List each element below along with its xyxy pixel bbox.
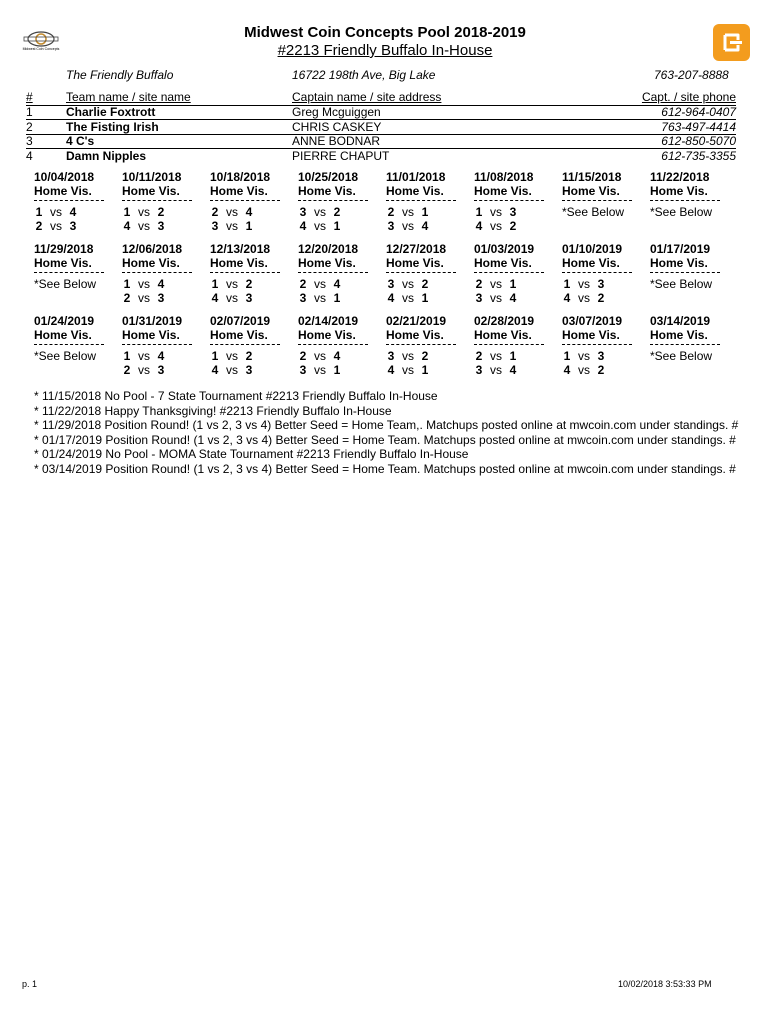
visiting-team: 4 [421, 219, 429, 233]
captain-name: PIERRE CHAPUT [292, 148, 390, 163]
home-team: 2 [123, 291, 131, 305]
matchup [298, 205, 382, 219]
visiting-team: 1 [333, 291, 341, 305]
week-date: 10/04/2018 [34, 170, 95, 184]
matchup [562, 349, 646, 363]
home-vis-label: Home Vis. [562, 256, 620, 270]
vs-label: vs [402, 219, 414, 233]
matchup [562, 277, 646, 291]
team-number: 1 [26, 105, 33, 119]
home-team: 2 [299, 277, 307, 291]
header-phone: Capt. / site phone [641, 90, 736, 104]
visiting-team: 1 [421, 363, 429, 377]
note-line: * 01/24/2019 No Pool - MOMA State Tournament #2213 Friendly Buffalo In-House [34, 447, 469, 462]
visiting-team: 3 [69, 219, 77, 233]
home-team: 3 [211, 219, 219, 233]
vs-label: vs [138, 291, 150, 305]
matchup [298, 219, 382, 233]
page-title: Midwest Coin Concepts Pool 2018-2019 [244, 24, 526, 41]
week-date: 10/18/2018 [210, 170, 271, 184]
matchup [210, 219, 294, 233]
visiting-team: 1 [333, 219, 341, 233]
week-cell [298, 242, 382, 305]
home-team: 4 [387, 363, 395, 377]
vs-label: vs [138, 363, 150, 377]
team-row [26, 134, 736, 149]
visiting-team: 2 [421, 349, 429, 363]
vs-label: vs [402, 277, 414, 291]
captain-phone: 763-497-4414 [661, 119, 736, 134]
visiting-team: 4 [509, 363, 517, 377]
matchup [298, 291, 382, 305]
team-number: 4 [26, 148, 33, 163]
week-cell [474, 242, 558, 305]
home-team: 3 [299, 291, 307, 305]
home-team: 2 [387, 205, 395, 219]
matchup [210, 205, 294, 219]
matchup [122, 277, 206, 291]
matchup [386, 291, 470, 305]
week-cell [386, 314, 470, 377]
home-vis-label: Home Vis. [650, 256, 708, 270]
note-line: * 11/15/2018 No Pool - 7 State Tournament #2213 Friendly Buffalo In-House [34, 389, 438, 403]
vs-label: vs [402, 205, 414, 219]
week-cell [122, 170, 206, 233]
week-cell [122, 314, 206, 377]
vs-label: vs [578, 349, 590, 363]
vs-label: vs [490, 205, 502, 219]
visiting-team: 3 [597, 349, 605, 363]
vs-label: vs [226, 363, 238, 377]
vs-label: vs [578, 277, 590, 291]
visiting-team: 2 [333, 205, 341, 219]
week-date: 11/29/2018 [34, 242, 94, 256]
vs-label: vs [314, 349, 326, 363]
home-team: 3 [387, 349, 395, 363]
captain-name: Greg Mcguiggen [292, 105, 381, 119]
home-vis-label: Home Vis. [650, 328, 708, 342]
home-team: 1 [563, 349, 571, 363]
note-line: * 01/17/2019 Position Round! (1 vs 2, 3 vs 4) Better Seed = Home Team. Matchups posted online at mwcoin.com under standings. # [34, 432, 736, 447]
home-vis-label: Home Vis. [386, 328, 444, 342]
week-cell [562, 170, 646, 219]
home-team: 4 [211, 291, 219, 305]
visiting-team: 1 [421, 205, 429, 219]
home-team: 1 [123, 205, 131, 219]
visiting-team: 4 [333, 349, 341, 363]
visiting-team: 1 [421, 291, 429, 305]
note-line: * 11/29/2018 Position Round! (1 vs 2, 3 vs 4) Better Seed = Home Team,. Matchups posted online at mwcoin.com under standings. # [34, 418, 739, 433]
home-team: 3 [387, 277, 395, 291]
week-date: 01/17/2019 [650, 242, 711, 256]
home-team: 2 [123, 363, 131, 377]
week-cell [650, 314, 734, 363]
captain-phone: 612-735-3355 [661, 148, 736, 163]
app-logo-icon [713, 24, 750, 61]
home-team: 4 [299, 219, 307, 233]
team-row [26, 120, 736, 135]
matchup [122, 219, 206, 233]
week-cell [650, 242, 734, 291]
matchup [474, 349, 558, 363]
matchup [122, 205, 206, 219]
home-vis-label: Home Vis. [34, 184, 92, 198]
week-date: 02/07/2019 [210, 314, 271, 328]
week-date: 01/03/2019 [474, 242, 535, 256]
visiting-team: 1 [509, 349, 517, 363]
week-cell [650, 170, 734, 219]
home-vis-label: Home Vis. [386, 256, 444, 270]
home-team: 1 [123, 277, 131, 291]
vs-label: vs [578, 291, 590, 305]
matchup [34, 205, 118, 219]
vs-label: vs [490, 277, 502, 291]
vs-label: vs [490, 291, 502, 305]
matchup [122, 291, 206, 305]
week-cell [562, 314, 646, 377]
team-name: Damn Nipples [66, 148, 147, 163]
captain-name: CHRIS CASKEY [292, 119, 382, 134]
week-cell [210, 314, 294, 377]
week-date: 01/24/2019 [34, 314, 95, 328]
captain-phone: 612-964-0407 [661, 105, 736, 119]
week-date: 01/10/2019 [562, 242, 623, 256]
vs-label: vs [314, 219, 326, 233]
home-vis-label: Home Vis. [474, 184, 532, 198]
vs-label: vs [50, 205, 62, 219]
location-name: The Friendly Buffalo [66, 68, 174, 82]
week-date: 12/13/2018 [210, 242, 271, 256]
see-below-note: *See Below [650, 205, 713, 219]
matchup [474, 219, 558, 233]
team-number: 3 [26, 134, 33, 149]
week-cell [210, 242, 294, 305]
visiting-team: 2 [509, 219, 517, 233]
visiting-team: 4 [157, 277, 165, 291]
home-vis-label: Home Vis. [562, 184, 620, 198]
home-team: 3 [299, 363, 307, 377]
matchup [210, 291, 294, 305]
home-vis-label: Home Vis. [386, 184, 444, 198]
matchup [34, 219, 118, 233]
home-vis-label: Home Vis. [122, 184, 180, 198]
week-cell [298, 170, 382, 233]
matchup [474, 291, 558, 305]
matchup [298, 277, 382, 291]
location-phone: 763-207-8888 [654, 68, 729, 82]
week-cell [34, 242, 118, 291]
visiting-team: 4 [69, 205, 77, 219]
team-name: The Fisting Irish [66, 119, 159, 134]
visiting-team: 2 [245, 277, 253, 291]
page-subtitle: #2213 Friendly Buffalo In-House [277, 42, 493, 59]
visiting-team: 3 [157, 363, 165, 377]
visiting-team: 2 [597, 291, 605, 305]
matchup [298, 363, 382, 377]
week-date: 10/11/2018 [122, 170, 182, 184]
note-line: * 03/14/2019 Position Round! (1 vs 2, 3 vs 4) Better Seed = Home Team. Matchups posted online at mwcoin.com under standings. # [34, 461, 736, 476]
visiting-team: 3 [245, 291, 253, 305]
vs-label: vs [138, 205, 150, 219]
header-num: # [26, 90, 33, 104]
visiting-team: 3 [245, 363, 253, 377]
visiting-team: 3 [597, 277, 605, 291]
home-vis-label: Home Vis. [210, 184, 268, 198]
week-date: 11/15/2018 [562, 170, 622, 184]
home-vis-label: Home Vis. [650, 184, 708, 198]
home-vis-label: Home Vis. [34, 328, 92, 342]
home-vis-label: Home Vis. [122, 328, 180, 342]
vs-label: vs [226, 219, 238, 233]
see-below-note: *See Below [650, 277, 713, 291]
week-cell [386, 242, 470, 305]
note-line: * 11/22/2018 Happy Thanksgiving! #2213 Friendly Buffalo In-House [34, 403, 392, 418]
see-below-note: *See Below [562, 205, 625, 219]
home-team: 1 [563, 277, 571, 291]
see-below-note: *See Below [650, 349, 713, 363]
home-team: 4 [123, 219, 131, 233]
vs-label: vs [226, 277, 238, 291]
home-team: 4 [563, 363, 571, 377]
week-cell [474, 314, 558, 377]
visiting-team: 2 [245, 349, 253, 363]
matchup [210, 277, 294, 291]
visiting-team: 3 [157, 291, 165, 305]
home-team: 2 [475, 349, 483, 363]
vs-label: vs [50, 219, 62, 233]
matchup [562, 291, 646, 305]
home-vis-label: Home Vis. [562, 328, 620, 342]
see-below-note: *See Below [34, 349, 97, 363]
week-date: 11/01/2018 [386, 170, 446, 184]
matchup [386, 349, 470, 363]
vs-label: vs [226, 205, 238, 219]
print-timestamp: 10/02/2018 3:53:33 PM [618, 979, 712, 989]
week-date: 02/21/2019 [386, 314, 447, 328]
home-vis-label: Home Vis. [210, 328, 268, 342]
home-team: 1 [35, 205, 43, 219]
visiting-team: 3 [509, 205, 517, 219]
home-vis-label: Home Vis. [474, 256, 532, 270]
visiting-team: 1 [333, 363, 341, 377]
location-address: 16722 198th Ave, Big Lake [292, 68, 436, 82]
matchup [474, 363, 558, 377]
week-date: 01/31/2019 [122, 314, 183, 328]
team-name: Charlie Foxtrott [66, 105, 156, 119]
week-date: 12/20/2018 [298, 242, 359, 256]
matchup [122, 349, 206, 363]
home-team: 1 [123, 349, 131, 363]
team-number: 2 [26, 119, 33, 134]
week-date: 12/27/2018 [386, 242, 447, 256]
vs-label: vs [490, 219, 502, 233]
home-vis-label: Home Vis. [122, 256, 180, 270]
home-team: 4 [563, 291, 571, 305]
visiting-team: 2 [157, 205, 165, 219]
vs-label: vs [402, 363, 414, 377]
week-cell [34, 170, 118, 233]
svg-text:Midwest Coin Concepts: Midwest Coin Concepts [22, 47, 60, 51]
home-team: 2 [211, 205, 219, 219]
home-team: 4 [475, 219, 483, 233]
team-name: 4 C's [66, 134, 95, 149]
matchup [298, 349, 382, 363]
visiting-team: 4 [333, 277, 341, 291]
home-vis-label: Home Vis. [474, 328, 532, 342]
week-date: 10/25/2018 [298, 170, 359, 184]
visiting-team: 2 [597, 363, 605, 377]
week-date: 11/08/2018 [474, 170, 534, 184]
matchup [562, 363, 646, 377]
vs-label: vs [578, 363, 590, 377]
team-table-header [26, 90, 736, 106]
visiting-team: 4 [245, 205, 253, 219]
vs-label: vs [138, 219, 150, 233]
week-date: 11/22/2018 [650, 170, 710, 184]
matchup [474, 205, 558, 219]
vs-label: vs [402, 349, 414, 363]
home-vis-label: Home Vis. [34, 256, 92, 270]
week-date: 03/14/2019 [650, 314, 711, 328]
week-cell [562, 242, 646, 305]
week-date: 03/07/2019 [562, 314, 623, 328]
captain-phone: 612-850-5070 [661, 134, 736, 149]
vs-label: vs [402, 291, 414, 305]
header-captain: Captain name / site address [292, 90, 442, 104]
week-date: 02/14/2019 [298, 314, 359, 328]
captain-name: ANNE BODNAR [292, 134, 381, 149]
page-number: p. 1 [22, 979, 38, 989]
home-team: 1 [475, 205, 483, 219]
vs-label: vs [314, 363, 326, 377]
home-team: 4 [211, 363, 219, 377]
week-cell [474, 170, 558, 233]
matchup [386, 277, 470, 291]
matchup [210, 363, 294, 377]
home-vis-label: Home Vis. [298, 328, 356, 342]
see-below-note: *See Below [34, 277, 97, 291]
vs-label: vs [314, 205, 326, 219]
visiting-team: 4 [157, 349, 165, 363]
vs-label: vs [138, 349, 150, 363]
vs-label: vs [138, 277, 150, 291]
matchup [474, 277, 558, 291]
home-team: 1 [211, 349, 219, 363]
week-date: 12/06/2018 [122, 242, 183, 256]
vs-label: vs [314, 277, 326, 291]
home-team: 2 [299, 349, 307, 363]
vs-label: vs [490, 349, 502, 363]
week-cell [386, 170, 470, 233]
notes-list [34, 389, 770, 477]
home-team: 4 [387, 291, 395, 305]
home-vis-label: Home Vis. [210, 256, 268, 270]
week-cell [34, 314, 118, 363]
vs-label: vs [226, 291, 238, 305]
visiting-team: 1 [509, 277, 517, 291]
visiting-team: 3 [157, 219, 165, 233]
matchup [386, 363, 470, 377]
matchup [210, 349, 294, 363]
vs-label: vs [226, 349, 238, 363]
home-team: 3 [475, 291, 483, 305]
matchup [386, 219, 470, 233]
home-vis-label: Home Vis. [298, 184, 356, 198]
home-team: 1 [211, 277, 219, 291]
team-row [26, 149, 736, 163]
week-date: 02/28/2019 [474, 314, 535, 328]
visiting-team: 2 [421, 277, 429, 291]
home-team: 3 [387, 219, 395, 233]
week-cell [122, 242, 206, 305]
matchup [122, 363, 206, 377]
week-cell [210, 170, 294, 233]
visiting-team: 4 [509, 291, 517, 305]
vs-label: vs [314, 291, 326, 305]
home-team: 2 [35, 219, 43, 233]
home-team: 2 [475, 277, 483, 291]
home-team: 3 [299, 205, 307, 219]
week-cell [298, 314, 382, 377]
home-team: 3 [475, 363, 483, 377]
home-vis-label: Home Vis. [298, 256, 356, 270]
vs-label: vs [490, 363, 502, 377]
header-team: Team name / site name [66, 90, 191, 104]
visiting-team: 1 [245, 219, 253, 233]
team-row [26, 105, 736, 120]
matchup [386, 205, 470, 219]
